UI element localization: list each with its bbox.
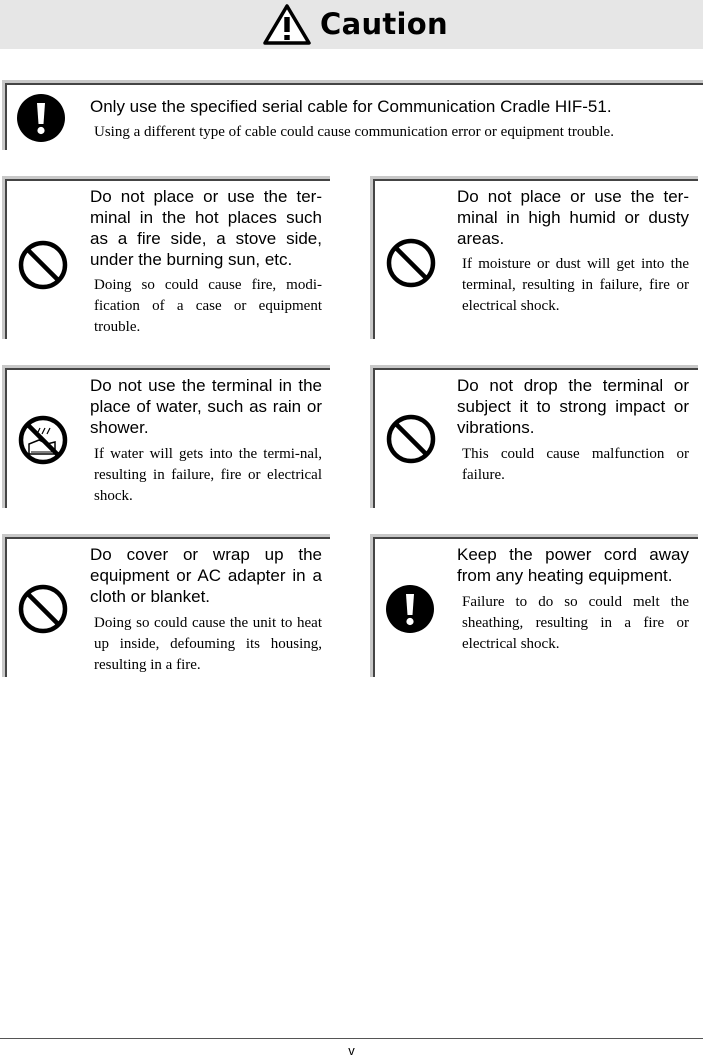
caution-description: Failure to do so could melt the sheathing, resulting in a fire or electrical shock.	[462, 594, 689, 652]
caution-title-text: Only use the specified serial cable for Communication Cradle HIF-51.	[90, 97, 612, 116]
prohibition-icon	[385, 237, 437, 289]
caution-title-text: Do not drop the terminal or subject it to strong impact or vibrations.	[457, 376, 689, 437]
prohibition-icon	[17, 583, 69, 635]
caution-title: Caution	[320, 7, 448, 41]
caution-box-water	[2, 365, 330, 508]
caution-description: Using a different type of cable could cause communication error or equipment trouble.	[94, 124, 614, 140]
caution-description: If water will gets into the termi-nal, resulting in failure, fire or electrical shock.	[94, 446, 322, 504]
page-number: v	[348, 1043, 355, 1058]
mandatory-exclamation-icon	[385, 584, 435, 634]
prohibition-icon	[385, 413, 437, 465]
caution-box-serial-cable	[2, 80, 703, 150]
caution-box-hot-places	[2, 176, 330, 339]
caution-title-text: Do not use the terminal in the place of water, such as rain or shower.	[90, 376, 322, 437]
footer-divider	[0, 1038, 703, 1039]
caution-box-humid-dusty	[370, 176, 698, 339]
caution-description: Doing so could cause the unit to heat up inside, defouming its housing, resulting in a fire.	[94, 615, 322, 673]
mandatory-exclamation-icon	[16, 93, 66, 143]
caution-title-text: Do cover or wrap up the equipment or AC adapter in a cloth or blanket.	[90, 545, 322, 606]
warning-triangle-icon	[262, 3, 312, 45]
caution-description: Doing so could cause fire, modi-fication of a case or equipment trouble.	[94, 277, 322, 335]
caution-header-inner	[262, 3, 448, 45]
caution-box-drop-impact	[370, 365, 698, 508]
caution-title-text: Keep the power cord away from any heating equipment.	[457, 545, 689, 585]
caution-title-text: Do not place or use the ter-minal in high humid or dusty areas.	[457, 187, 689, 248]
prohibition-icon	[17, 239, 69, 291]
caution-header	[0, 0, 703, 49]
caution-description: This could cause malfunction or failure.	[462, 446, 689, 483]
caution-box-power-cord	[370, 534, 698, 677]
caution-title-text: Do not place or use the ter-minal in the hot places such as a fire side, a stove side, under the burning sun, etc.	[90, 187, 322, 269]
caution-box-cover-wrap	[2, 534, 330, 677]
caution-description: If moisture or dust will get into the terminal, resulting in failure, fire or electrical shock.	[462, 256, 689, 314]
no-water-icon	[17, 414, 69, 466]
